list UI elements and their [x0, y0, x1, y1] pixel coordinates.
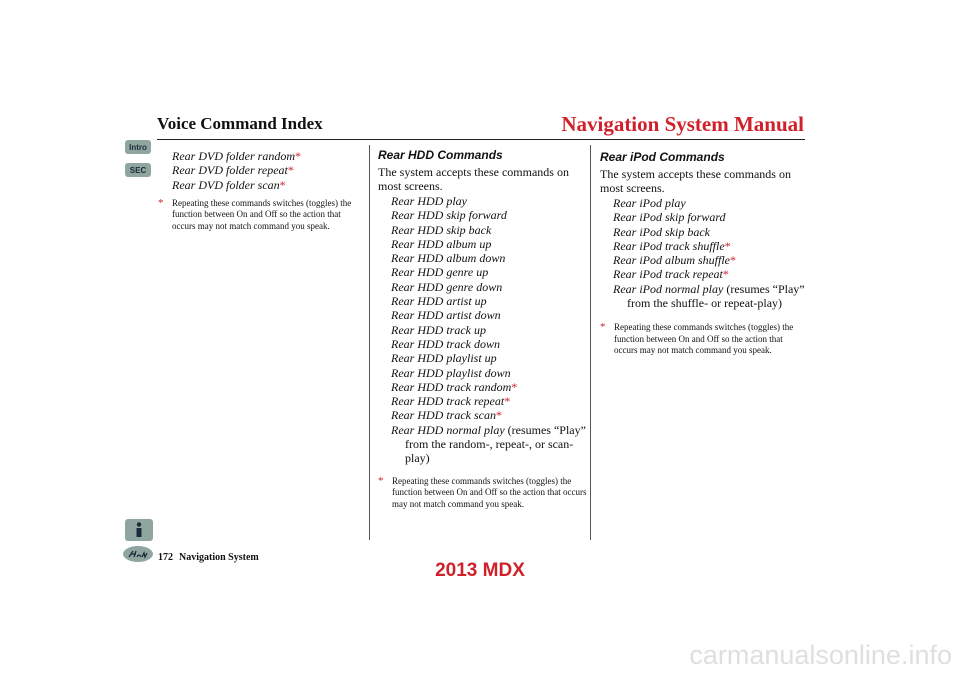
footnote-star: *: [504, 394, 511, 409]
list-item: Rear HDD playlist up: [391, 351, 497, 366]
list-item: Rear iPod normal play (resumes “Play” from the shuffle- or repeat-play): [613, 281, 805, 311]
page-label: Navigation System: [179, 552, 259, 563]
info-icon[interactable]: [125, 519, 153, 541]
footnote: [600, 322, 805, 357]
list-item: Rear HDD artist down: [391, 308, 501, 323]
section-title: Voice Command Index: [157, 114, 323, 133]
intro-text: The system accepts these commands on most screens.: [600, 167, 791, 195]
manual-title[interactable]: Navigation System Manual: [561, 112, 804, 136]
list-item: Rear iPod skip forward: [613, 210, 726, 225]
dvd-folder-column: [158, 149, 362, 232]
footnote-star: *: [279, 177, 286, 192]
column-divider: [369, 145, 370, 540]
section-heading: Rear iPod Commands: [600, 150, 725, 164]
list-item: Rear DVD folder random*: [172, 149, 301, 163]
list-item: Rear DVD folder repeat*: [172, 163, 294, 178]
info-glyph: [134, 522, 144, 538]
list-item: Rear iPod skip back: [613, 224, 710, 239]
list-item: Rear DVD folder scan*: [172, 177, 286, 192]
site-watermark: carmanualsonline.info: [689, 640, 952, 670]
footnote-mark: *: [158, 196, 164, 209]
command-list: [378, 194, 588, 466]
home-glyph: [127, 549, 149, 559]
header-rule: [157, 139, 805, 140]
sec-tab[interactable]: SEC: [125, 163, 151, 177]
list-item: Rear HDD track up: [391, 322, 486, 337]
list-item: Rear HDD skip forward: [391, 208, 507, 223]
intro-text: The system accepts these commands on most screens.: [378, 165, 569, 193]
model-watermark: 2013 MDX: [435, 560, 525, 581]
rear-ipod-column: [600, 150, 805, 357]
list-item: Rear HDD skip back: [391, 222, 492, 237]
list-item: Rear HDD track scan*: [391, 408, 502, 423]
footnote-star: *: [495, 408, 502, 423]
section-heading: Rear HDD Commands: [378, 148, 503, 162]
page-number: 172: [158, 552, 173, 563]
rear-hdd-column: [378, 148, 588, 510]
list-item: Rear HDD track repeat*: [391, 394, 511, 409]
command-list: [172, 149, 362, 192]
list-item: Rear HDD genre up: [391, 265, 489, 280]
footnote: [378, 476, 588, 511]
list-item: Rear iPod track repeat*: [613, 267, 729, 282]
footnote-star: *: [722, 267, 729, 282]
column-divider: [590, 145, 591, 540]
list-item: Rear HDD artist up: [391, 294, 487, 309]
footnote-mark: *: [378, 474, 384, 487]
list-item: Rear HDD track down: [391, 336, 500, 351]
footnote-text: Repeating these commands switches (toggles) the function between On and Off so the action that occurs may not match command you speak.: [392, 475, 587, 509]
list-item: Rear HDD playlist down: [391, 365, 511, 380]
list-item: Rear HDD normal play (resumes “Play” from the random-, repeat-, or scan-play): [391, 422, 586, 466]
command-list: [600, 196, 805, 310]
list-item: Rear HDD genre down: [391, 279, 503, 294]
footnote-text: Repeating these commands switches (toggles) the function between On and Off so the action that occurs may not match command you speak.: [172, 197, 352, 231]
list-item: Rear HDD play: [391, 194, 467, 208]
list-item: Rear HDD track random*: [391, 379, 518, 394]
footnote-text: Repeating these commands switches (toggles) the function between On and Off so the action that occurs may not match command you speak.: [614, 322, 794, 356]
footnote-star: *: [295, 149, 301, 163]
footnote: [158, 198, 362, 233]
footnote-mark: *: [600, 321, 606, 334]
list-item: Rear iPod album shuffle*: [613, 253, 736, 268]
footnote-star: *: [287, 163, 294, 178]
footnote-star: *: [511, 379, 518, 394]
footnote-star: *: [724, 238, 731, 253]
list-item: Rear iPod track shuffle*: [613, 238, 731, 253]
intro-tab[interactable]: Intro: [125, 140, 151, 154]
list-item: Rear iPod play: [613, 196, 686, 210]
list-item: Rear HDD album down: [391, 251, 506, 266]
list-item: Rear HDD album up: [391, 236, 492, 251]
footnote-star: *: [730, 253, 736, 268]
